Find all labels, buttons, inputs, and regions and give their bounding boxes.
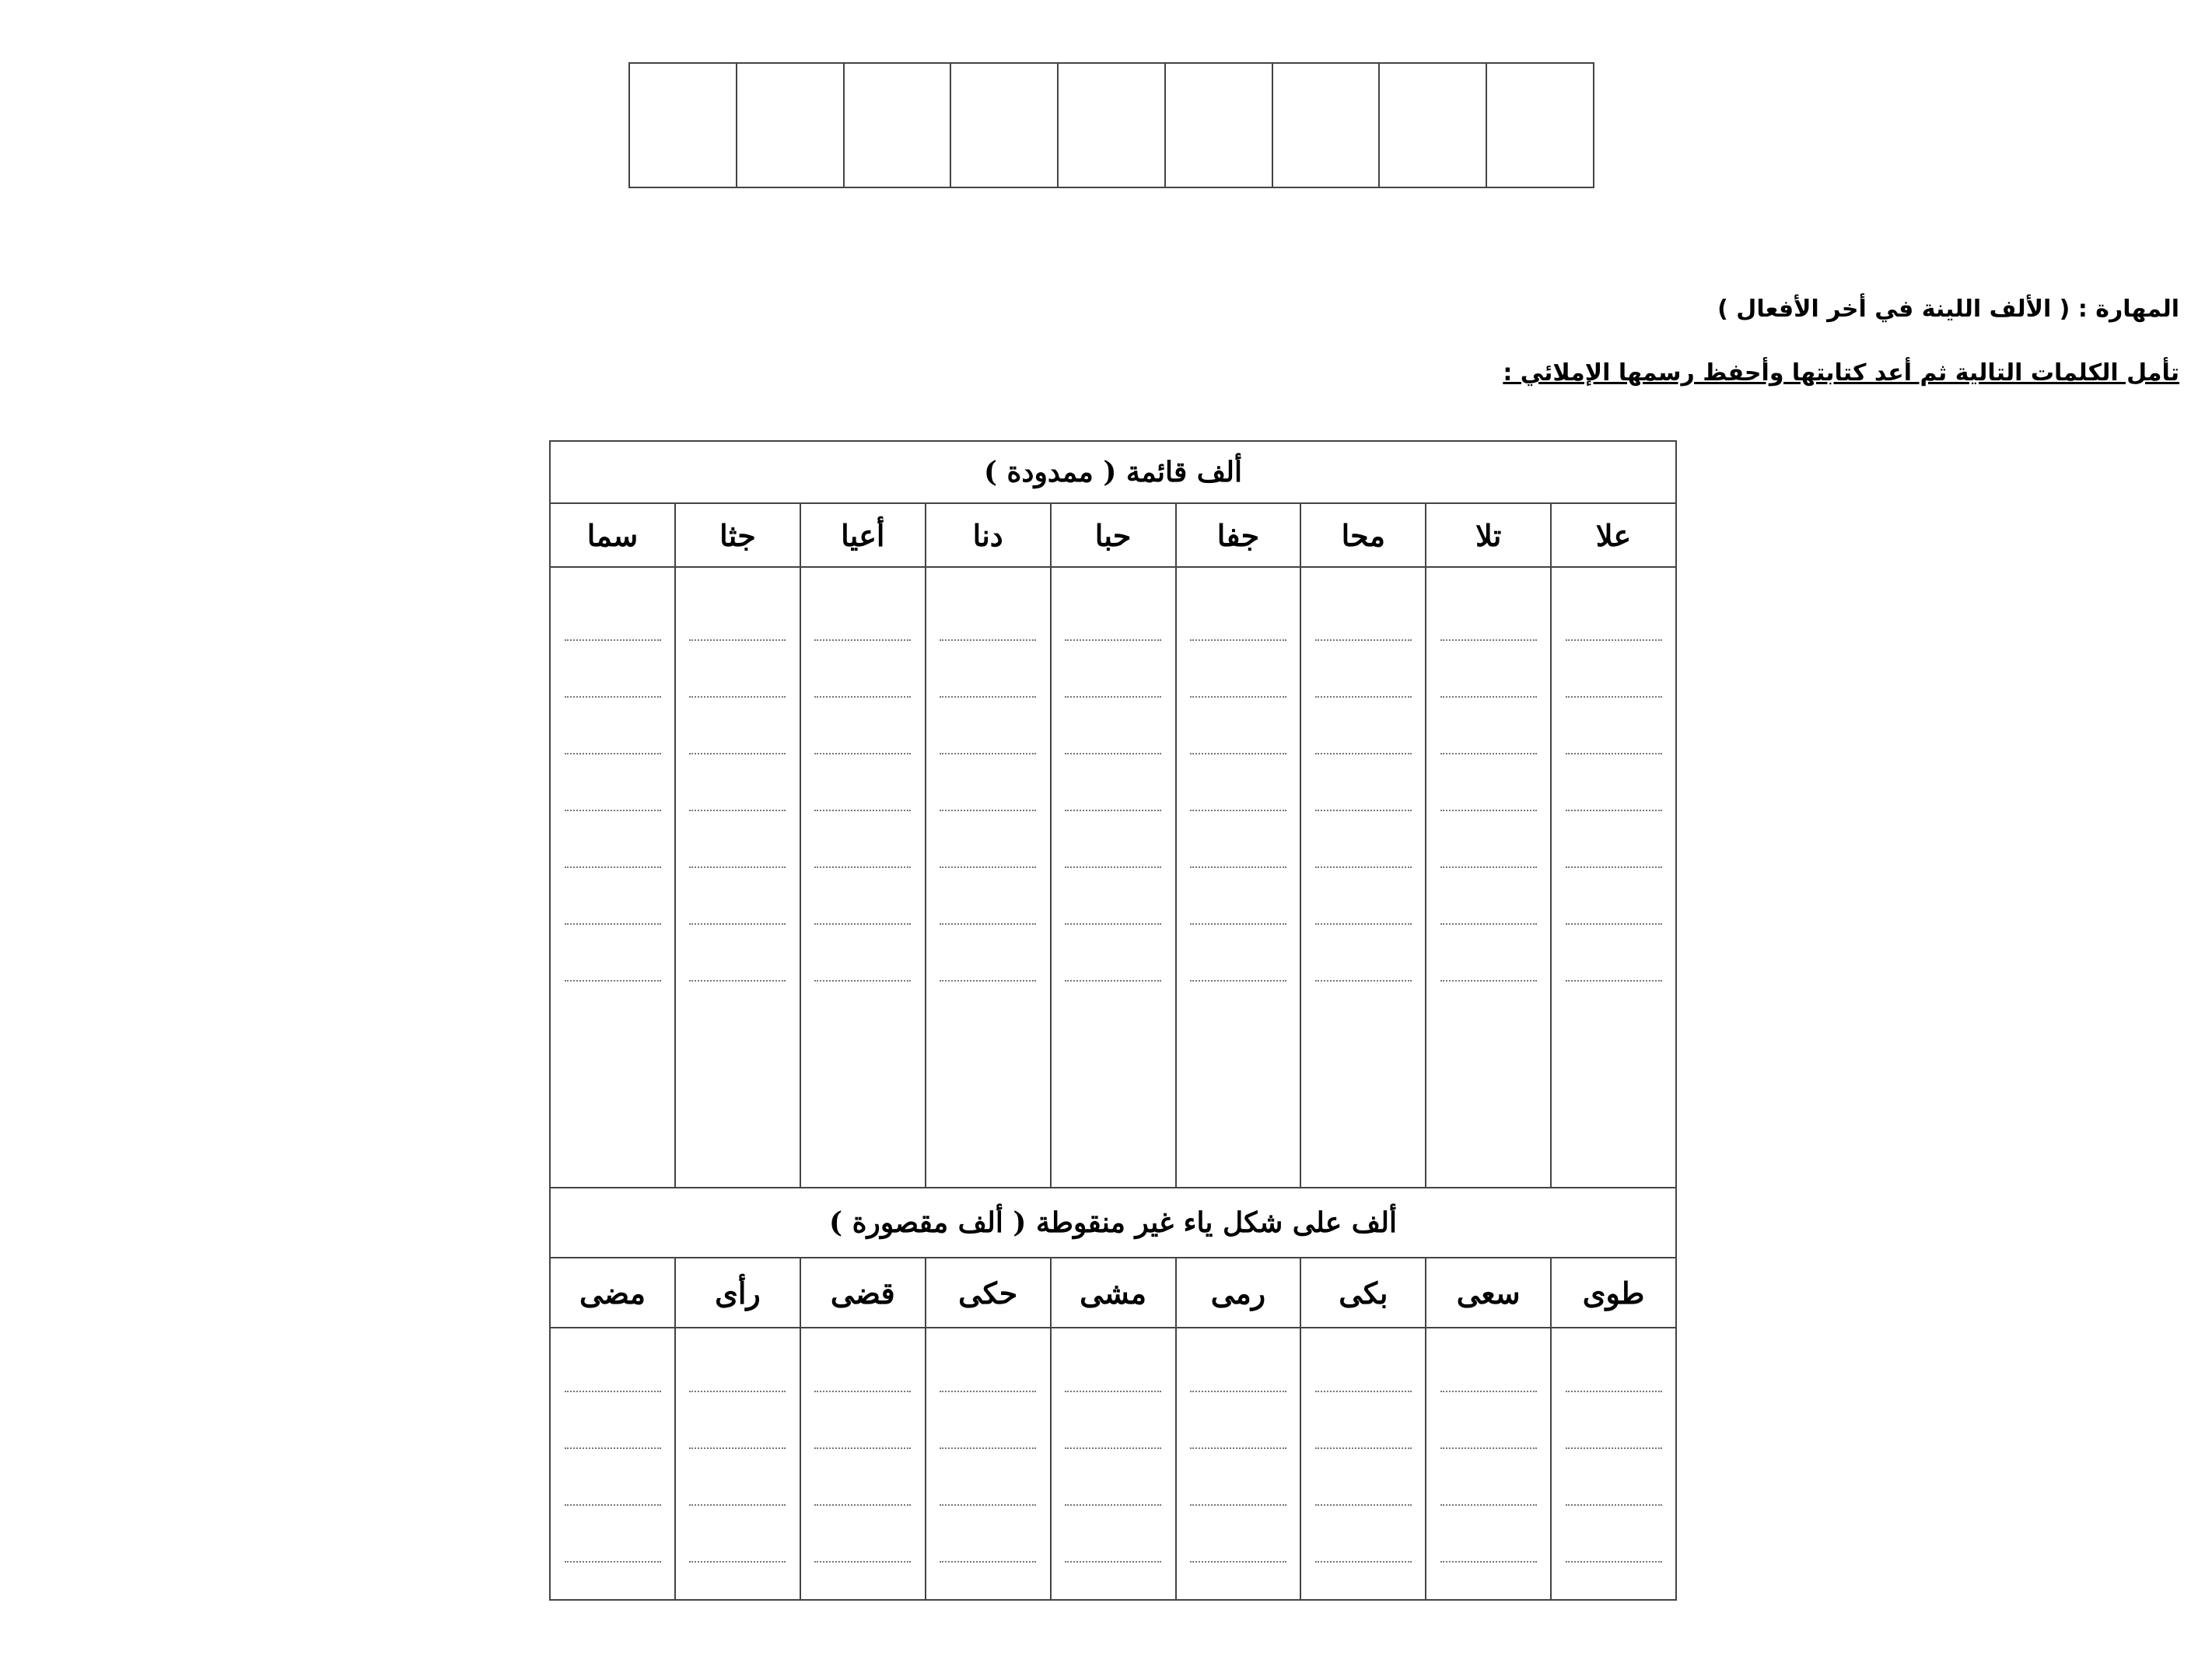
writing-area[interactable] (675, 1328, 800, 1600)
dotted-writing-line (1566, 1391, 1662, 1392)
answer-box[interactable] (1164, 64, 1272, 187)
dotted-writing-line (1065, 980, 1161, 982)
writing-area[interactable] (1051, 567, 1176, 1188)
dotted-writing-line (1315, 1561, 1412, 1563)
dotted-writing-line (1065, 866, 1161, 868)
dotted-writing-line (1065, 923, 1161, 925)
dotted-writing-line (940, 1504, 1036, 1506)
words-row-maqsura (550, 1258, 1676, 1328)
dotted-writing-line (814, 980, 911, 982)
dotted-writing-line (1315, 1504, 1412, 1506)
dotted-writing-line (565, 639, 661, 641)
dotted-writing-line (1315, 810, 1412, 811)
word-cell (1300, 1258, 1426, 1328)
instruction-text: تأمل الكلمات التالية ثم أعد كتابتها وأحفظ رسمها الإملائي : (1503, 359, 2179, 387)
dotted-writing-line (814, 810, 911, 811)
dotted-writing-line (1315, 753, 1412, 754)
dotted-writing-line (689, 1391, 786, 1392)
word: محا (1341, 517, 1386, 553)
writing-area[interactable] (1051, 1328, 1176, 1600)
dotted-writing-line (1065, 810, 1161, 811)
dotted-writing-line (1440, 696, 1537, 698)
answer-boxes (628, 62, 1594, 188)
dotted-writing-line (1440, 810, 1537, 811)
word: تلا (1475, 517, 1502, 553)
dotted-writing-line (689, 1504, 786, 1506)
word-cell (1051, 1258, 1176, 1328)
dotted-writing-line (689, 753, 786, 754)
dotted-writing-line (1315, 980, 1412, 982)
word-cell (926, 503, 1051, 567)
dotted-writing-line (689, 696, 786, 698)
word: جثا (719, 517, 756, 553)
dotted-writing-line (1065, 696, 1161, 698)
section-title-maqsura (550, 1188, 1676, 1258)
dotted-writing-line (814, 923, 911, 925)
dotted-writing-line (814, 1447, 911, 1449)
dotted-writing-line (1315, 866, 1412, 868)
dotted-writing-line (1065, 753, 1161, 754)
dotted-writing-line (1065, 1561, 1161, 1563)
word: طوى (1582, 1275, 1645, 1311)
dotted-writing-line (1566, 1447, 1662, 1449)
section-title-text: ألف على شكل ياء غير منقوطة ( ألف مقصورة ) (829, 1206, 1397, 1239)
word-cell (800, 1258, 926, 1328)
dotted-writing-line (1065, 1504, 1161, 1506)
writing-area[interactable] (1551, 1328, 1676, 1600)
word-cell (1426, 503, 1551, 567)
word-cell (675, 1258, 800, 1328)
dotted-writing-line (1440, 1561, 1537, 1563)
dotted-writing-line (1190, 1391, 1286, 1392)
dotted-writing-line (940, 1391, 1036, 1392)
dotted-writing-line (940, 1447, 1036, 1449)
dotted-writing-line (1315, 696, 1412, 698)
dotted-writing-line (1440, 980, 1537, 982)
words-row-mamduda (550, 503, 1676, 567)
word-cell (800, 503, 926, 567)
dotted-writing-line (565, 866, 661, 868)
word-cell (1176, 1258, 1301, 1328)
dotted-writing-line (814, 1504, 911, 1506)
answer-box[interactable] (1272, 64, 1379, 187)
dotted-writing-line (565, 810, 661, 811)
dotted-writing-line (1440, 1391, 1537, 1392)
section-title-mamduda (550, 441, 1676, 503)
dotted-writing-line (689, 980, 786, 982)
writing-area[interactable] (1300, 1328, 1426, 1600)
dotted-writing-line (1190, 1561, 1286, 1563)
dotted-writing-line (940, 696, 1036, 698)
practice-row-maqsura (550, 1328, 1676, 1600)
dotted-writing-line (1190, 980, 1286, 982)
dotted-writing-line (1190, 810, 1286, 811)
dotted-writing-line (565, 1504, 661, 1506)
writing-area[interactable] (550, 567, 675, 1188)
dotted-writing-line (1566, 753, 1662, 754)
dotted-writing-line (1190, 696, 1286, 698)
dotted-writing-line (565, 1561, 661, 1563)
writing-area[interactable] (1300, 567, 1426, 1188)
writing-area[interactable] (1426, 567, 1551, 1188)
word-cell (550, 1258, 675, 1328)
word-cell (1300, 503, 1426, 567)
word: حبا (1094, 517, 1132, 553)
dotted-writing-line (940, 980, 1036, 982)
skill-heading: المهارة : ( الألف اللينة في أخر الأفعال ) (1717, 296, 2179, 323)
dotted-writing-line (689, 1561, 786, 1563)
dotted-writing-line (689, 923, 786, 925)
dotted-writing-line (689, 639, 786, 641)
word: سعى (1456, 1275, 1521, 1311)
answer-box[interactable] (736, 64, 843, 187)
writing-area[interactable] (1176, 567, 1301, 1188)
dotted-writing-line (814, 1561, 911, 1563)
dotted-writing-line (1315, 639, 1412, 641)
dotted-writing-line (940, 639, 1036, 641)
practice-row-mamduda (550, 567, 1676, 1188)
dotted-writing-line (1065, 1447, 1161, 1449)
word: رأى (715, 1275, 761, 1311)
word-cell (1426, 1258, 1551, 1328)
dotted-writing-line (689, 810, 786, 811)
dotted-writing-line (1315, 1391, 1412, 1392)
writing-area[interactable] (1176, 1328, 1301, 1600)
writing-area[interactable] (926, 1328, 1051, 1600)
dotted-writing-line (565, 980, 661, 982)
dotted-writing-line (565, 1391, 661, 1392)
writing-area[interactable] (1426, 1328, 1551, 1600)
section-title-text: ألف قائمة ( ممدودة ) (983, 456, 1242, 488)
dotted-writing-line (1065, 639, 1161, 641)
dotted-writing-line (814, 1391, 911, 1392)
dotted-writing-line (940, 753, 1036, 754)
word: أعيا (841, 517, 885, 553)
answer-box[interactable] (950, 64, 1057, 187)
dotted-writing-line (565, 753, 661, 754)
writing-area[interactable] (550, 1328, 675, 1600)
word: سما (586, 517, 639, 553)
dotted-writing-line (689, 866, 786, 868)
answer-box[interactable] (1486, 64, 1593, 187)
answer-box[interactable] (843, 64, 950, 187)
answer-box[interactable] (1378, 64, 1486, 187)
dotted-writing-line (814, 696, 911, 698)
dotted-writing-line (814, 639, 911, 641)
answer-box[interactable] (630, 64, 736, 187)
dotted-writing-line (1190, 1504, 1286, 1506)
dotted-writing-line (1440, 923, 1537, 925)
dotted-writing-line (1566, 696, 1662, 698)
writing-area[interactable] (926, 567, 1051, 1188)
dotted-writing-line (1190, 923, 1286, 925)
dotted-writing-line (565, 923, 661, 925)
dotted-writing-line (1440, 753, 1537, 754)
word: مشى (1080, 1275, 1147, 1311)
writing-area[interactable] (675, 567, 800, 1188)
dotted-writing-line (940, 1561, 1036, 1563)
dotted-writing-line (940, 923, 1036, 925)
writing-area[interactable] (1551, 567, 1676, 1188)
dotted-writing-line (1566, 810, 1662, 811)
dotted-writing-line (1566, 1561, 1662, 1563)
dotted-writing-line (940, 866, 1036, 868)
dotted-writing-line (1440, 1447, 1537, 1449)
dotted-writing-line (689, 1447, 786, 1449)
word-cell (675, 503, 800, 567)
dotted-writing-line (1566, 639, 1662, 641)
word: علا (1595, 517, 1632, 553)
dotted-writing-line (1440, 1504, 1537, 1506)
writing-area[interactable] (800, 1328, 926, 1600)
word-cell (1551, 503, 1676, 567)
dotted-writing-line (1315, 1447, 1412, 1449)
word-cell (926, 1258, 1051, 1328)
word: دنا (972, 517, 1003, 553)
dotted-writing-line (1440, 866, 1537, 868)
dotted-writing-line (1315, 923, 1412, 925)
word-cell (1176, 503, 1301, 567)
dotted-writing-line (1190, 753, 1286, 754)
dotted-writing-line (814, 753, 911, 754)
word: بكى (1339, 1275, 1388, 1311)
word: حكى (958, 1275, 1018, 1311)
dotted-writing-line (1566, 866, 1662, 868)
dotted-writing-line (1440, 639, 1537, 641)
answer-box[interactable] (1057, 64, 1164, 187)
writing-area[interactable] (800, 567, 926, 1188)
dotted-writing-line (1566, 1504, 1662, 1506)
practice-table (549, 440, 1677, 1601)
dotted-writing-line (940, 810, 1036, 811)
dotted-writing-line (1190, 866, 1286, 868)
word-cell (1551, 1258, 1676, 1328)
dotted-writing-line (814, 866, 911, 868)
dotted-writing-line (1566, 980, 1662, 982)
word-cell (1051, 503, 1176, 567)
word: مضى (579, 1275, 646, 1311)
word: قضى (830, 1275, 895, 1311)
word-cell (550, 503, 675, 567)
dotted-writing-line (1190, 1447, 1286, 1449)
dotted-writing-line (1065, 1391, 1161, 1392)
dotted-writing-line (565, 1447, 661, 1449)
dotted-writing-line (1190, 639, 1286, 641)
dotted-writing-line (1566, 923, 1662, 925)
word: رمى (1210, 1275, 1266, 1311)
dotted-writing-line (565, 696, 661, 698)
word: جفا (1216, 517, 1260, 553)
